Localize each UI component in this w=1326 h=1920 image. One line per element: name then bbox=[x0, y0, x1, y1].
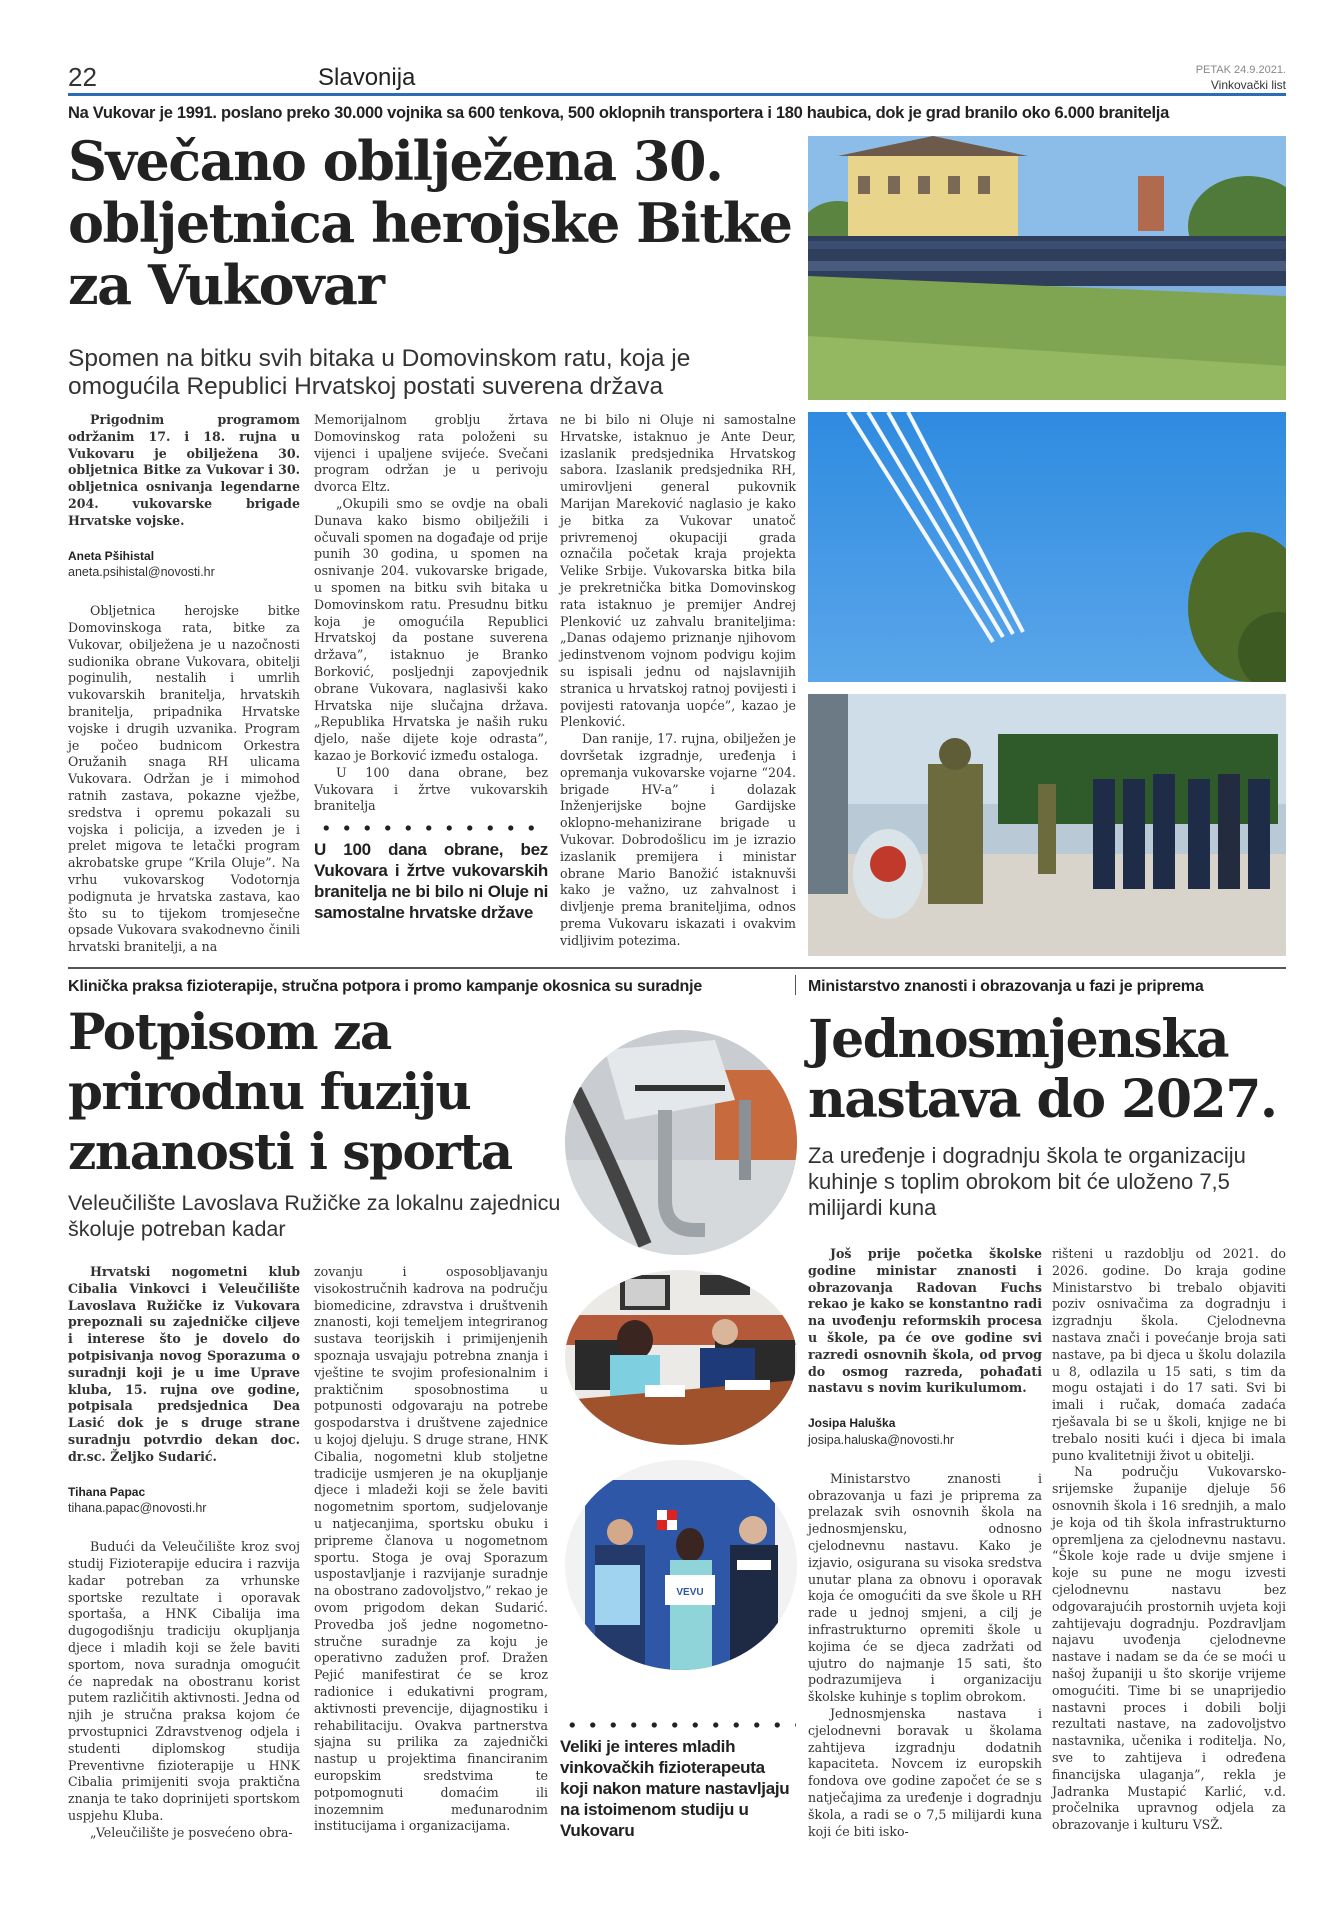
article2-author-email[interactable]: tihana.papac@novosti.hr bbox=[68, 1501, 207, 1516]
article2-pull-quote: Veliki je interes mladih vinkovačkih fizioterapeuta koji nakon mature nastavljaju na istoimenom studiju u Vukovaru bbox=[560, 1737, 790, 1840]
article2-pull-quote-block bbox=[560, 1720, 796, 1841]
issue-date: PETAK 24.9.2021. bbox=[1195, 64, 1286, 76]
article1-column-3 bbox=[560, 412, 796, 950]
newspaper-name: Vinkovački list bbox=[1210, 78, 1286, 92]
dotted-separator bbox=[314, 823, 548, 833]
article1-author-email[interactable]: aneta.psihistal@novosti.hr bbox=[68, 565, 215, 580]
article1-kicker: Na Vukovar je 1991. poslano preko 30.000 vojnika sa 600 tenkova, 500 oklopnih transportera i 180 haubica, dok je grad branilo oko 6.000 branitelja bbox=[68, 104, 1169, 122]
header-rule bbox=[68, 93, 1286, 96]
article1-column-1 bbox=[68, 412, 300, 956]
jersey-presentation-photo bbox=[565, 1460, 797, 1670]
article2-column-1 bbox=[68, 1264, 300, 1842]
signing-agreement-photo bbox=[565, 1270, 797, 1445]
column-divider bbox=[795, 975, 796, 995]
section-name: Slavonija bbox=[318, 64, 416, 91]
article1-body-p5: ne bi bilo ni Oluje ni samostalne Hrvatske, istaknuo je Ante Deur, izaslanik predsjednika Hrvatskog sabora. Izaslanik predsjednika RH, umirovljeni general pukovnik Marijan Mareković naglasio je kako je bitka za Vukovar unatoč privremenoj okupaciji grada označila početak kraja projekta Velike Srbije. Vukovarska bitka bila je prekretnička bitka Domovinskog rata istaknuo je premijer Andrej Plenković uz zahvalu braniteljima: „Danas odajemo priznanje njihovom jedinstvenom vojnom podvigu kojim su ispisali jednu od najslavnijih stranica u hrvatskoj ratnoj povijesti i povijesti ratovanja uopće”, kazao je Plenković. bbox=[560, 412, 796, 730]
article1-column-2 bbox=[314, 412, 548, 923]
article3-column-1 bbox=[808, 1246, 1042, 1840]
article1-pull-quote: U 100 dana obrane, bez Vukovara i žrtve vukovarskih branitelja ne bi bilo ni Oluje ni samostalne hrvatske države bbox=[314, 840, 548, 923]
article1-body-p3: „Okupili smo se ovdje na obali Dunava kako bismo obilježili i očuvali spomen na događaje od prije punih 30 godina, u spomen na osnivanje 204. vukovarske brigade, u spomen na bitku svih bitaka u Domovinskom ratu. Presudnu bitku koja je omogućila Republici Hrvatskoj da postane suverena država”, istaknuo je Branko Borković, posljednji zapovjednik obrane Vukovara, naglasivši kako Hrvatska nije slučajna država. „Republika Hrvatska je naših ruku djelo, naše dijete koje odrasta”, kazao je Borković između ostaloga. bbox=[314, 495, 548, 763]
pillow-text: VEVU bbox=[676, 1587, 704, 1598]
article3-body-p4: Na području Vukovarsko-srijemske županije djeluje 56 osnovnih škola i 16 srednjih, a malo je koja od tih škola infrastrukturno opremljena za cjelodnevnu nastavu. “Škole koje rade u dvije smjene i koje su pune ne mogu izvesti cjelodnevnu nastavu bez odgovarajućih prostornih uvjeta koji zahtijevaju dogradnju. Pozdravljam najavu uvođenja cjelodnevne nastave i nadam se da će se moći u našoj županiji u što skorije vrijeme omogućiti. Time bi se unaprijedio nastavni proces i dobili bolji rezultati nastave, na zadovoljstvo nastavnika, učenika i roditelja. No, sve to zahtijeva i određena financijska ulaganja”, rekla je Jadranka Mustapić Karlić, v.d. pročelnika upravnog odjela za obrazovanje i kulturu VSŽ. bbox=[1052, 1464, 1286, 1833]
article3-headline: Jednosmjenska nastava do 2027. bbox=[808, 1009, 1277, 1130]
article3-author-email[interactable]: josipa.haluska@novosti.hr bbox=[808, 1432, 955, 1447]
article1-author: Aneta Pšihistal bbox=[68, 548, 155, 563]
exercise-machine-photo bbox=[565, 1030, 797, 1255]
article3-body-p3: rišteni u razdoblju od 2021. do 2026. godine. Do kraja godine Ministarstvo bi trebalo objaviti poziv osnivačima za dogradnju i izgradnju škola. Cjelodnevna nastava znači i povećanje broja sati nastave, pa bi djeca u školu dolazila u 8, odlazila u 15 sati, s tim da mogu ostajati i do 17 sati. Svi bi imali i ručak, domaća zadaća rješavala bi se u školi, knjige ne bi trebalo nositi kući i djeca bi imala puno kvalitetniji život u obitelji. bbox=[1052, 1246, 1286, 1463]
article2-body-p2: „Veleučilište je posvećeno obra- bbox=[90, 1824, 293, 1840]
article3-author: Josipa Haluška bbox=[808, 1416, 896, 1431]
article1-body-p1: Obljetnica herojske bitke Domovinskoga rata, bitke za Vukovar, obilježena je u nazočnosti sudionika obrane Vukovara, obitelji poginulih, nestalih i umrlih vukovarskih branitelja, hrvatskih branitelja, pripadnika Hrvatske vojske i drugih uzvanika. Program je počeo budnicom Orkestra Oružanih snaga RH ulicama Vukovara. Održan je i mimohod ratnih zastava, pokazne vježbe, sredstva i opremu pokazali su vojska i policija, a izveden je i prelet migova te letački program akrobatske grupe “Krila Oluje”. Na vrhu vukovarskog Vodotornja podignuta je hrvatska zastava, kao što su to tijekom tromjesečne opsade Vukovara svakodnevno činili hrvatski branitelji, a na bbox=[68, 603, 300, 955]
article1-lead: Prigodnim programom održanim 17. i 18. rujna u Vukovaru je obilježena 30. obljetnica Bitke za Vukovar i 30. obljetnica osnivanja legendarne 204. vukovarske brigade Hrvatske vojske. bbox=[68, 412, 300, 528]
article1-body-p4: U 100 dana obrane, bez Vukovara i žrtve vukovarskih branitelja bbox=[314, 764, 548, 814]
article3-column-2 bbox=[1052, 1246, 1286, 1834]
wreath-laying-photo bbox=[808, 694, 1286, 956]
ceremony-audience-photo bbox=[808, 136, 1286, 400]
article2-body-p3: zovanju i osposobljavanju visokostručnih kadrova na području biomedicine, zdravstva i društvenih znanosti, koji temeljem integriranog sustava teorijskih i primijenjenih spoznaja usvajaju potrebna znanja i vještine te svojim profesionalnim i praktičnim sposobnostima u potpunosti odgovaraju na potrebe gospodarstva i društvene zajednice u kojoj djeluju. S druge strane, HNK Cibalia, nogometni klub stoljetne tradicije usmjeren je na okupljanje djece i mladeži koji se žele baviti nogometnim sportom, sudjelovanje u natjecanjima, sportsku obuku i pripreme članova u nogometnom sportu. Stoga je ovaj Sporazum uspostavljanje i razvijanje suradnje na obostrano zadovoljstvo,” rekao je ovom prigodom dekan Sudarić. Provedba još jedne nogometno-stručne suradnje za koju je operativno zadužen prof. Dražen Pejić manifestirat će se kroz radionice i edukativni program, aktivnosti prevencije, dijagnostiku i rehabilitaciju. Ovakva partnerstva sjajna su prilika za zajednički nastup u projektima financiranim europskim sredstvima te potpomognuti domaćim ili inozemnim međunarodnim institucijama i organizacijama. bbox=[314, 1264, 548, 1834]
article1-deck: Spomen na bitku svih bitaka u Domovinskom ratu, koja je omogućila Republici Hrvatskoj postati suverena država bbox=[68, 345, 691, 400]
article2-body-p1: Budući da Veleučilište kroz svoj studij Fizioterapije educira i razvija kadar potreban za vrhunske sportske rezultate i oporavak sportaša, a HNK Cibalija ima dugogodišnju tradiciju okupljanja djece i mladih koji se žele baviti sportom, nova suradnja omogućit će napredak na obostranu korist putem različitih aktivnosti. Jedna od njih je stručna praksa kojom će prvostupnici Zdravstvenog odjela i studenti diplomskog studija Preventivne fizioterapije u HNK Cibalia primijeniti svoja praktična znanja te tako doprinijeti sportskom uspjehu Kluba. bbox=[68, 1539, 300, 1823]
article2-column-2 bbox=[314, 1264, 548, 1835]
article1-body-p2: Memorijalnom groblju žrtava Domovinskog rata položeni su vijenci i upaljene svijeće. Svečani program održan je u perivoju dvorca Eltz. bbox=[314, 412, 548, 495]
article3-body-p1: Ministarstvo znanosti i obrazovanja u fazi je priprema za prelazak svih osnovnih škola na jednosmjensku, odnosno cjelodnevnu nastavu. Kako je izjavio, osigurana su visoka sredstva unutar plana za obnovu i oporavak koja će omogućiti da sve škole u RH rade u jednoj smjeni, a cilj je infrastrukturno opremiti škole u kojima će se djeca zadržati od ujutro do najmanje 15 sati, što podrazumijeva i organizaciju školske kuhinje s toplim obrokom. bbox=[808, 1470, 1042, 1705]
article3-lead: Još prije početka školske godine ministar znanosti i obrazovanja Radovan Fuchs rekao je kako se konstantno radi na uvođenju reformskih procesa u škole, pa će ove godine svi razredi osnovnih škola, od prvog do osmog razreda, pohađati nastavu s novim kurikulumom. bbox=[808, 1246, 1042, 1396]
article3-deck: Za uređenje i dogradnju škola te organizaciju kuhinje s toplim obrokom bit će uloženo 7,5 milijardi kuna bbox=[808, 1143, 1246, 1220]
dotted-separator bbox=[560, 1720, 796, 1730]
article2-lead: Hrvatski nogometni klub Cibalia Vinkovci i Veleučilište Lavoslava Ružičke iz Vukovara prepoznali su zajedničke ciljeve i interese što je dovelo do potpisivanja novog Sporazuma o suradnji koji je u ime Uprave kluba, 15. rujna ove godine, potpisala predsjednica Dea Lasić dok je s druge strane suradnju potvrdio dekan doc. dr.sc. Željko Sudarić. bbox=[68, 1264, 300, 1464]
article3-body-p2: Jednosmjenska nastava i cjelodnevni boravak u školama zahtijeva izgradnju dodatnih kapaciteta. Novcem iz europskih fondova ove godine započet će se s natječajima za uređenje i dogradnju škola, a radi se o 7,5 milijardi kuna koji će biti isko- bbox=[808, 1705, 1042, 1839]
article1-body-p6: Dan ranije, 17. rujna, obilježen je dovršetak izgradnje, uređenja i opremanja vukovarske vojarne “204. brigade HV-a” i dolazak Inženjerijske bojne Gardijske oklopno-mehanizirane brigade u Vukovar. Dobrodošlicu im je izrazio izaslanik premijera i ministar obrane Mario Banožić istaknuvši kako je važno, uz zahvalnost i divljenje prema braniteljima, odnos prema Vukovaru iskazati i ovakvim vidljivim potezima. bbox=[560, 731, 796, 948]
article3-kicker: Ministarstvo znanosti i obrazovanja u fazi je priprema bbox=[808, 978, 1204, 995]
page-number: 22 bbox=[68, 62, 97, 92]
article2-author: Tihana Papac bbox=[68, 1484, 146, 1499]
article2-kicker: Klinička praksa fizioterapije, stručna potpora i promo kampanje okosnica su suradnje bbox=[68, 978, 703, 995]
article2-deck: Veleučilište Lavoslava Ružičke za lokalnu zajednicu školuje potreban kadar bbox=[68, 1191, 561, 1241]
article2-headline: Potpisom za prirodnu fuziju znanosti i sporta bbox=[68, 1002, 512, 1181]
jet-contrails-photo bbox=[808, 412, 1286, 682]
article1-headline: Svečano obilježena 30. obljetnica herojske Bitke za Vukovar bbox=[68, 129, 792, 317]
section-divider bbox=[68, 967, 1286, 969]
